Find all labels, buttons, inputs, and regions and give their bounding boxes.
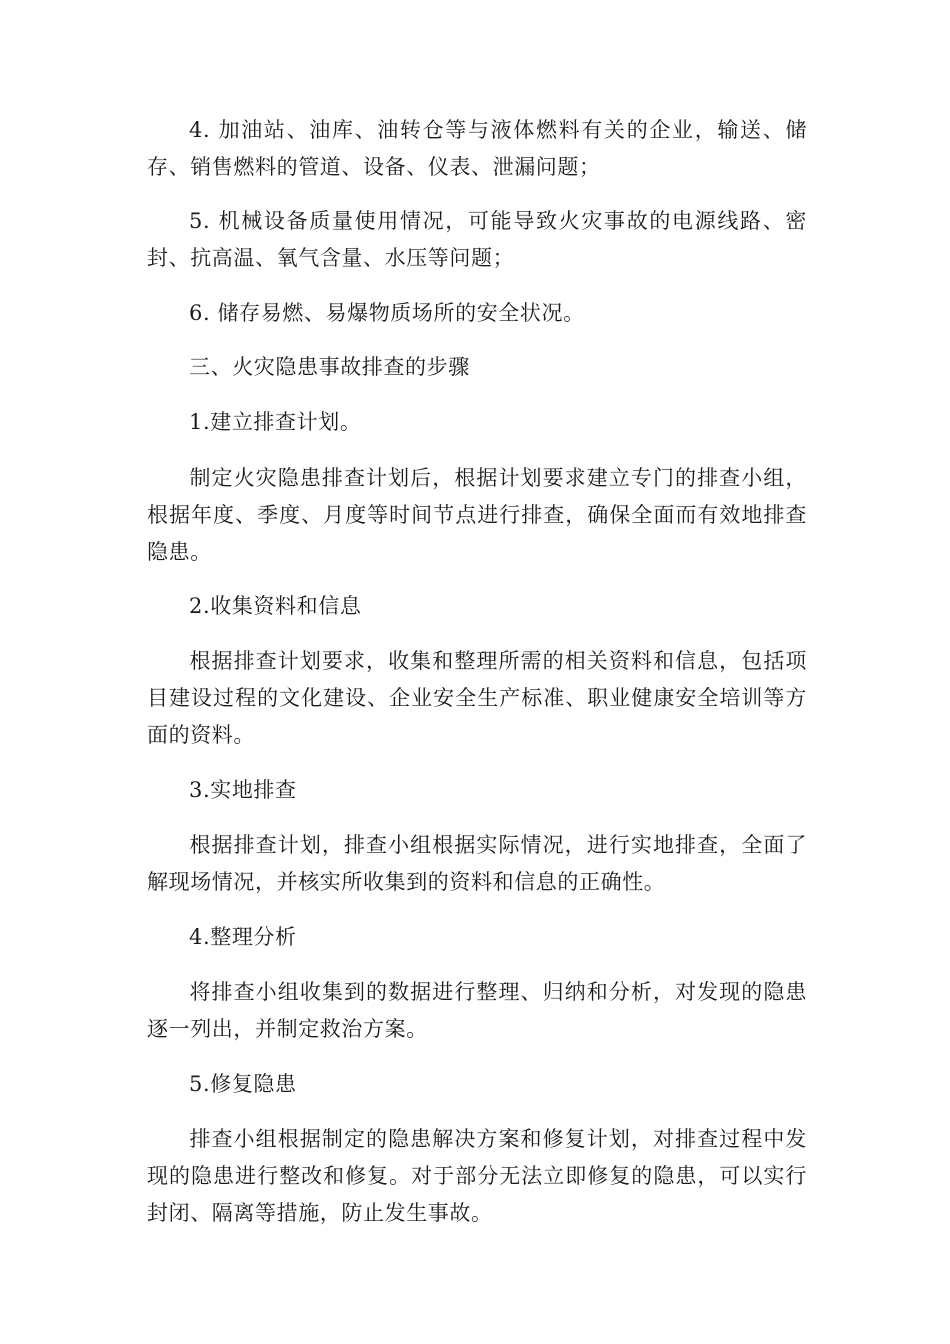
step-heading-2: 2.收集资料和信息 (189, 594, 362, 618)
paragraph-flammable-storage: 6. 储存易燃、易爆物质场所的安全状况。 (189, 301, 585, 325)
step-heading-3: 3.实地排查 (189, 778, 297, 802)
section-heading-steps: 三、火灾隐患事故排查的步骤 (189, 355, 470, 379)
step-heading-1: 1.建立排查计划。 (189, 410, 362, 434)
step-heading-5: 5.修复隐患 (189, 1072, 297, 1096)
step-body-3: 根据排查计划，排查小组根据实际情况，进行实地排查，全面了解现场情况，并核实所收集到的资料和信息的正确性。 (147, 833, 807, 894)
paragraph-machinery: 5. 机械设备质量使用情况，可能导致火灾事故的电源线路、密封、抗高温、氧气含量、水压等问题； (147, 209, 807, 270)
step-body-2: 根据排查计划要求，收集和整理所需的相关资料和信息，包括项目建设过程的文化建设、企业安全生产标准、职业健康安全培训等方面的资料。 (147, 649, 807, 747)
step-body-5: 排查小组根据制定的隐患解决方案和修复计划，对排查过程中发现的隐患进行整改和修复。对于部分无法立即修复的隐患，可以实行封闭、隔离等措施，防止发生事故。 (147, 1127, 807, 1225)
step-body-1: 制定火灾隐患排查计划后，根据计划要求建立专门的排查小组，根据年度、季度、月度等时间节点进行排查，确保全面而有效地排查隐患。 (147, 466, 807, 564)
step-heading-4: 4.整理分析 (189, 925, 297, 949)
paragraph-fuel-enterprises: 4. 加油站、油库、油转仓等与液体燃料有关的企业，输送、储存、销售燃料的管道、设备、仪表、泄漏问题； (147, 118, 807, 179)
step-body-4: 将排查小组收集到的数据进行整理、归纳和分析，对发现的隐患逐一列出，并制定救治方案。 (147, 980, 807, 1041)
